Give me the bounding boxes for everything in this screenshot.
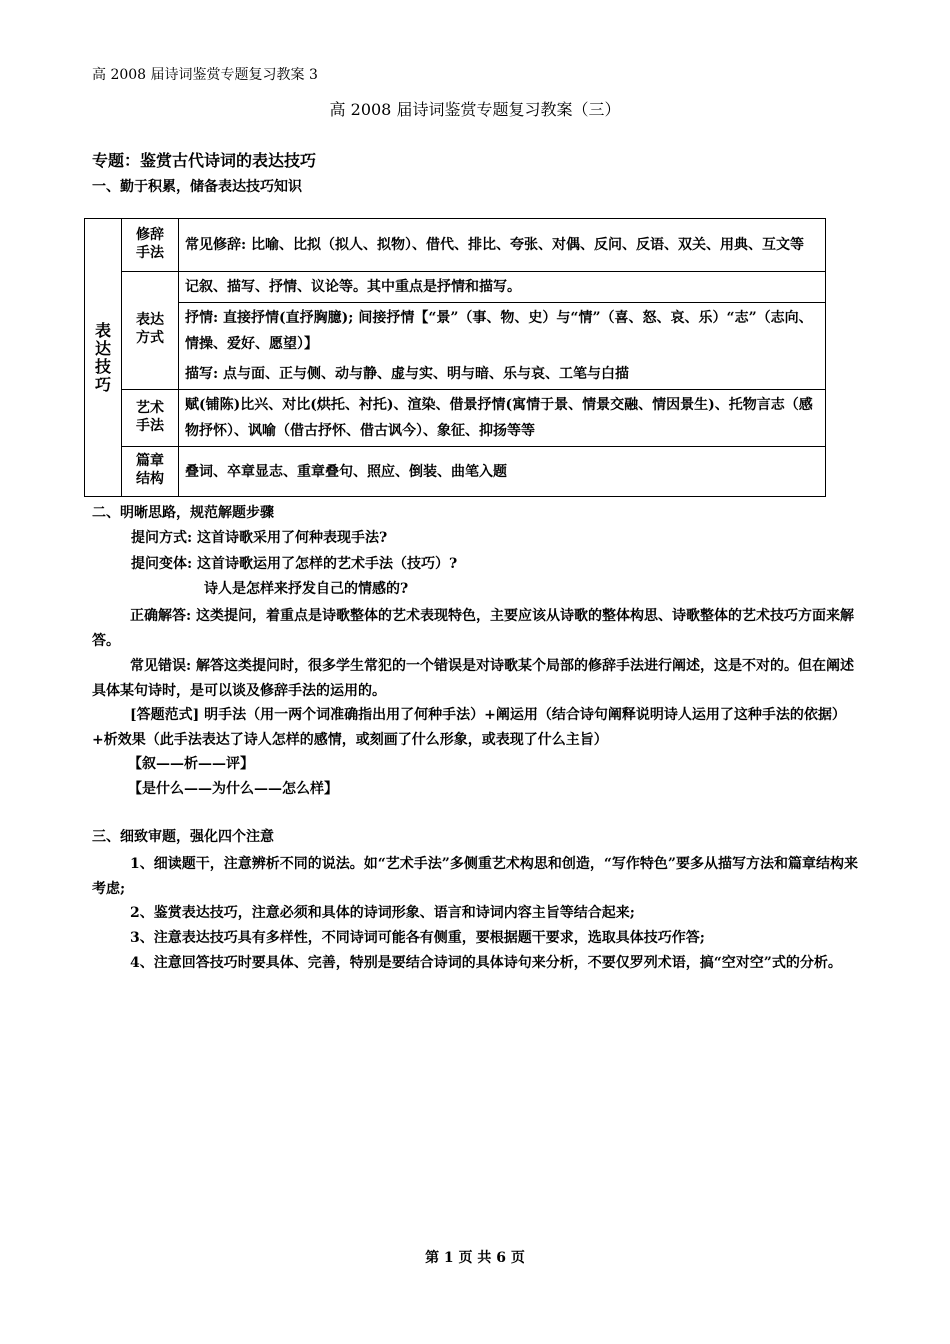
art-label: 艺术手法 [136,399,164,434]
rhetoric-label: 修辞手法 [136,226,164,261]
expression-label: 表达方式 [136,312,164,346]
formula-2: 【是什么——为什么——怎么样】 [128,781,338,797]
expression-lyric: 抒情: 直接抒情(直抒胸臆); 间接抒情【“景”（事、物、史）与“情”（喜、怒、哀、乐）“志”（志向、情操、爱好、愿望）】 [179,303,826,360]
note-2: 2、鉴赏表达技巧，注意必须和具体的诗词形象、语言和诗词内容主旨等结合起来; [130,905,635,921]
answer-model: [答题范式] 明手法（用一两个词准确指出用了何种手法）+阐运用（结合诗句阐释说明诗人运用了这种手法的依据）+析效果（此手法表达了诗人怎样的感情，或刻画了什么形象，或表现了什么主旨） [92,707,846,748]
common-error: 常见错误: 解答这类提问时，很多学生常犯的一个错误是对诗歌某个局部的修辞手法进行阐述，这是不对的。但在阐述具体某句诗时，是可以谈及修辞手法的运用的。 [92,658,855,699]
art-content: 赋(铺陈)比兴、对比(烘托、衬托)、渲染、借景抒情(寓情于景、情景交融、情因景生)、托物言志（感物抒怀）、讽喻（借古抒怀、借古讽今）、象征、抑扬等等 [179,390,826,447]
category-cell [85,219,122,497]
ask-variant-2: 诗人是怎样来抒发自己的情感的? [204,581,409,597]
section-2-heading: 二、明晰思路，规范解题步骤 [92,505,274,521]
note-1: 1、细读题干，注意辨析不同的说法。如“艺术手法”多侧重艺术构思和创造，“写作特色”要多从描写方法和篇章结构来考虑; [92,856,858,897]
structure-label-cell [122,447,179,497]
expression-description: 描写: 点与面、正与侧、动与静、虚与实、明与暗、乐与哀、工笔与白描 [179,359,826,390]
correct-answer: 正确解答: 这类提问，着重点是诗歌整体的艺术表现特色，主要应该从诗歌的整体构思、诗歌整体的艺术技巧方面来解答。 [92,608,855,649]
structure-label: 篇章结构 [136,453,164,487]
art-label-cell [122,390,179,447]
page-footer: 第 1 页 共 6 页 [425,1250,525,1266]
section-3-heading: 三、细致审题，强化四个注意 [92,829,274,845]
rhetoric-content: 常见修辞: 比喻、比拟（拟人、拟物）、借代、排比、夸张、对偶、反问、反语、双关、用典、互文等 [179,219,826,272]
ask-way: 提问方式: 这首诗歌采用了何种表现手法? [131,530,388,546]
note-4: 4、注意回答技巧时要具体、完善，特别是要结合诗词的具体诗句来分析，不要仅罗列术语，搞“空对空”式的分析。 [130,955,842,971]
document-header: 高 2008 届诗词鉴赏专题复习教案 3 [92,67,318,83]
ask-variant-1: 提问变体: 这首诗歌运用了怎样的艺术手法（技巧）? [131,556,458,572]
expression-label-cell [122,272,179,390]
formula-1: 【叙——析——评】 [128,756,254,772]
note-3: 3、注意表达技巧具有多样性，不同诗词可能各有侧重，要根据题干要求，选取具体技巧作答; [130,930,705,946]
structure-content: 叠词、卒章显志、重章叠句、照应、倒装、曲笔入题 [179,447,826,497]
document-title: 高 2008 届诗词鉴赏专题复习教案（三） [329,100,621,119]
expression-line1: 记叙、描写、抒情、议论等。其中重点是抒情和描写。 [179,272,826,303]
section-1-heading: 一、勤于积累，储备表达技巧知识 [92,179,302,195]
rhetoric-label-cell [122,219,179,272]
topic-heading: 专题：鉴赏古代诗词的表达技巧 [92,151,317,170]
techniques-table [84,218,826,497]
category-label: 表达技巧 [95,320,112,394]
